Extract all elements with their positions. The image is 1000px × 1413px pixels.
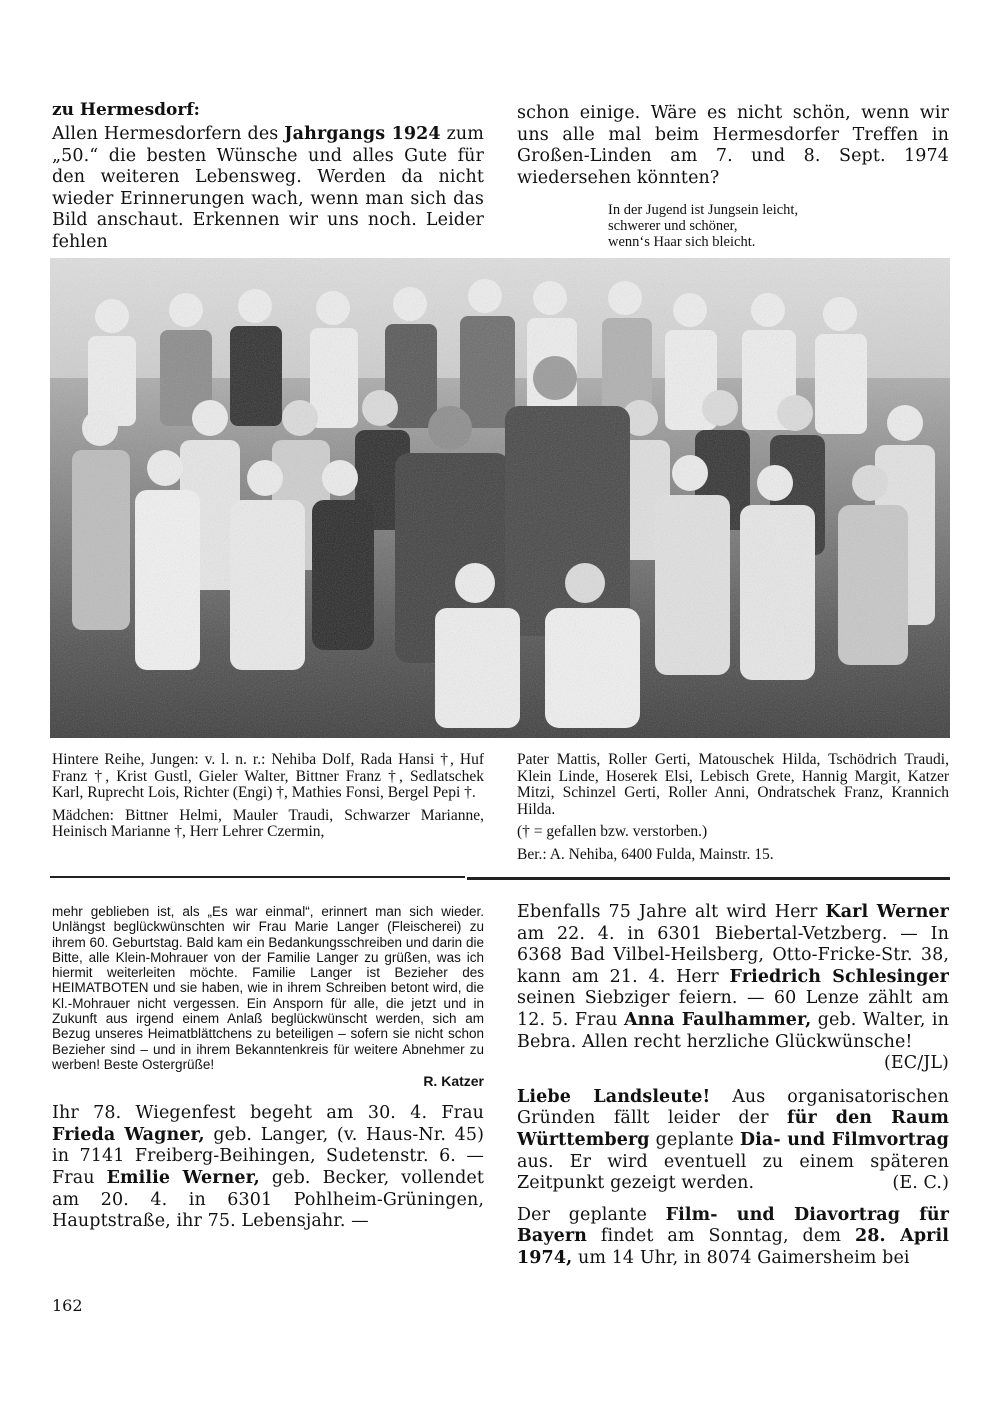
section-divider: [467, 877, 950, 880]
event-paragraph: [517, 1205, 949, 1270]
bold-text: Liebe Landsleute!: [517, 1086, 711, 1107]
caption-boys: Hintere Reihe, Jungen: v. l. n. r.: Nehiba Dolf, Rada Hansi †, Huf Franz †, Krist Gustl, Gieler Walter, Bittner Franz †, Sedlatschek Karl, Ruprecht Lois, Richter (Engi) †, Mathies Fonsi, Bergel Pepi †.: [52, 751, 484, 802]
text-run: am 22. 4. in 6301 Biebertal-Vetzberg. — In 6368 Bad Vilbel-Heilsberg, Otto-Fricke-Str. 38, kann am 21. 4. Herr: [517, 923, 949, 987]
class-photo-image: [50, 258, 950, 738]
text-run: zum „50.“ die besten Wünsche und alles Gute für den weiteren Lebensweg. Werden da nicht wieder Erinnerungen wach, wenn man sich das Bild anschaut. Erkennen wir uns noch. Leider fehlen: [52, 124, 484, 252]
bottom-right-column: [517, 902, 949, 1270]
bold-text: Karl Werner: [825, 902, 949, 922]
intro-paragraph: [52, 124, 484, 254]
poem: [608, 202, 949, 250]
bold-text: Film- und Diavortrag für Bayern: [517, 1204, 949, 1247]
text-run: Der geplante: [517, 1204, 666, 1225]
poem-line: In der Jugend ist Jungsein leicht,: [608, 202, 799, 219]
top-left-column: [52, 100, 484, 254]
text-run: geplante: [649, 1129, 740, 1150]
bold-text: Emilie Werner,: [106, 1168, 260, 1189]
initials-sign: (EC/JL): [883, 1053, 949, 1074]
text-run: um 14 Uhr, in 8074 Gaimersheim bei: [572, 1247, 910, 1268]
caption-continued: Pater Mattis, Roller Gerti, Matouschek Hilda, Tschödrich Traudi, Klein Linde, Hoserek Elsi, Lebisch Grete, Hannig Margit, Katzer Mitzi, Schinzel Gerti, Roller Anni, Ondratschek Franz, Krannich Hilda.: [517, 751, 949, 818]
class-photo: [50, 258, 950, 738]
section-divider: [50, 876, 465, 878]
section-heading: zu Hermesdorf:: [52, 100, 200, 120]
bold-text: Jahrgangs 1924: [284, 124, 441, 144]
bottom-left-column: [52, 904, 484, 1233]
bold-text: Friedrich Schlesinger: [729, 966, 949, 987]
announcement-paragraph: [517, 1087, 949, 1195]
poem-line: schwerer und schöner,: [608, 218, 738, 235]
text-run: findet am Sonntag, dem: [586, 1226, 855, 1247]
text-run: Allen Hermesdorfern des: [52, 124, 285, 144]
caption-reporter: Ber.: A. Nehiba, 6400 Fulda, Mainstr. 15.: [517, 845, 774, 863]
bold-text: für den Raum Württemberg: [517, 1108, 949, 1150]
bold-text: Frieda Wagner,: [52, 1124, 205, 1145]
continuation-paragraph: schon einige. Wäre es nicht schön, wenn wir uns alle mal beim Hermesdorfer Treffen in Großen-Linden am 7. und 8. Sept. 1974 wiedersehen könnten?: [517, 103, 949, 188]
text-run: Aus organisatorischen Gründen fällt leider der: [517, 1086, 949, 1129]
text-run: geb. Langer, (v. Haus-Nr. 45) in 7141 Freiberg-Beihingen, Sudetenstr. 6. — Frau: [52, 1124, 485, 1189]
caption-right: [517, 752, 949, 864]
author-signature: R. Katzer: [423, 1073, 484, 1090]
birthday-paragraph: [52, 1103, 484, 1233]
birthday-paragraph-2: [517, 902, 949, 1053]
text-run: geb. Becker, vollendet am 20. 4. in 6301 Pohlheim-Grüningen, Hauptstraße, ihr 75. Lebensjahr. —: [52, 1168, 484, 1232]
text-run: Ihr 78. Wiegenfest begeht am 30. 4. Frau: [52, 1103, 484, 1124]
announcement-text: [517, 1087, 949, 1193]
announcement-sign: (E. C.): [892, 1173, 949, 1194]
text-run: geb. Walter, in Bebra. Allen recht herzliche Glückwünsche!: [517, 1009, 949, 1052]
page-number: 162: [52, 1296, 83, 1315]
text-run: Ebenfalls 75 Jahre alt wird Herr: [517, 902, 826, 922]
bold-text: 28. April 1974,: [517, 1226, 949, 1268]
katzer-report: mehr geblieben ist, als „Es war einmal“, erinnert man sich wieder. Unlängst beglückwünschten wir Frau Marie Langer (Fleischerei) zu ihrem 60. Geburtstag. Bald kam ein Bedankungsschreiben und darin die Bitte, alle Klein-Mohrauer von der Familie Langer zu grüßen, was ich hiermit weiterleiten möchte. Familie Langer ist Bezieher des HEIMATBOTEN und sie haben, wie in ihrem Schreiben betont wird, die Kl.-Mohrauer nicht vergessen. Ein Ansporn für alle, die jetzt und in Zukunft aus irgend einem Anlaß beglückwünscht werden, sich am Bezug unseres Heimatblättchens zu beteiligen – sofern sie nicht schon Bezieher sind – und in ihrem Bekanntenkreis für weitere Abnehmer zu werben! Beste Ostergrüße!: [52, 904, 484, 1072]
poem-line: wenn‘s Haar sich bleicht.: [608, 234, 756, 251]
bold-text: Anna Faulhammer,: [623, 1009, 812, 1030]
text-run: seinen Siebziger feiern. — 60 Lenze zählt am 12. 5. Frau: [517, 988, 949, 1030]
top-right-column: [517, 103, 949, 250]
bold-text: Dia- und Filmvortrag: [739, 1129, 949, 1150]
caption-legend: († = gefallen bzw. verstorben.): [517, 823, 708, 841]
caption-left: [52, 752, 484, 841]
caption-girls: Mädchen: Bittner Helmi, Mauler Traudi, Schwarzer Marianne, Heinisch Marianne †, Herr Lehrer Czermin,: [52, 806, 484, 841]
text-run: aus. Er wird eventuell zu einem späteren Zeitpunkt gezeigt werden.: [517, 1151, 949, 1194]
